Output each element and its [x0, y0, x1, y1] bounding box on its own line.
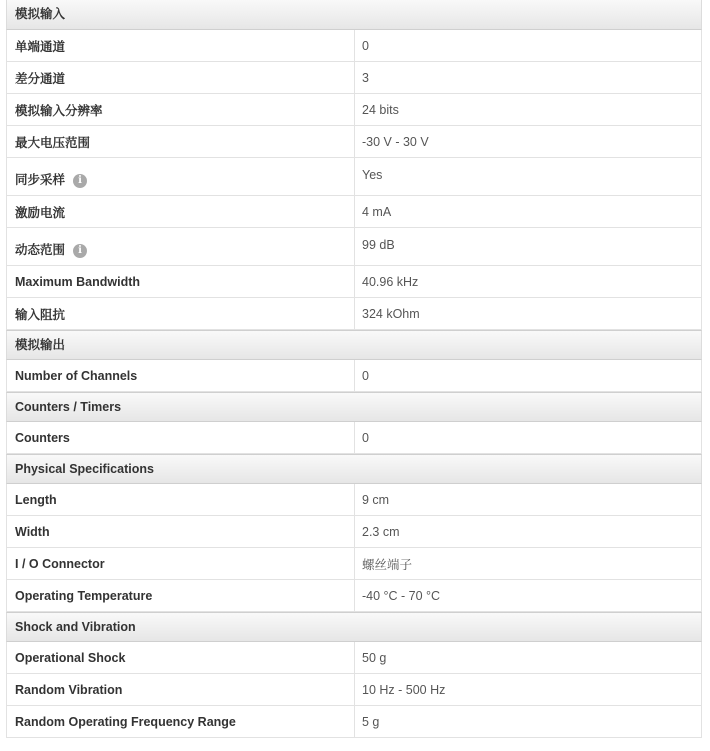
- spec-value: 24 bits: [362, 102, 399, 117]
- spec-label: Number of Channels: [7, 360, 355, 391]
- spec-row-operating-temperature: [6, 580, 702, 612]
- spec-row-simultaneous-sampling: [6, 158, 702, 196]
- spec-value: 0: [362, 368, 369, 383]
- section-header-shock-and-vibration: [6, 612, 702, 642]
- spec-label: Operational Shock: [7, 642, 355, 673]
- spec-label: I / O Connector: [7, 548, 355, 579]
- spec-label: 输入阻抗: [7, 298, 355, 329]
- spec-value: 螺丝端子: [362, 557, 413, 572]
- spec-value: 10 Hz - 500 Hz: [362, 682, 446, 697]
- spec-row-operational-shock: [6, 642, 702, 674]
- spec-value: -30 V - 30 V: [362, 134, 429, 149]
- spec-label: Counters: [7, 422, 355, 453]
- spec-value: 40.96 kHz: [362, 274, 419, 289]
- spec-value: 4 mA: [362, 204, 392, 219]
- spec-value: 0: [362, 430, 369, 445]
- spec-value: Yes: [362, 168, 383, 182]
- spec-label: 激励电流: [7, 196, 355, 227]
- spec-row-max-bandwidth: [6, 266, 702, 298]
- spec-label: 单端通道: [7, 30, 355, 61]
- section-header-analog-input: [6, 0, 702, 30]
- spec-row-max-voltage-range: [6, 126, 702, 158]
- spec-value: 99 dB: [362, 238, 395, 252]
- spec-label: Random Operating Frequency Range: [7, 706, 355, 737]
- info-icon[interactable]: i: [73, 174, 87, 188]
- spec-value: -40 °C - 70 °C: [362, 588, 441, 603]
- spec-row-io-connector: [6, 548, 702, 580]
- section-title: 模拟输入: [15, 7, 66, 21]
- spec-row-random-operating-frequency-range: [6, 706, 702, 738]
- section-title: Shock and Vibration: [15, 620, 136, 634]
- spec-label: Maximum Bandwidth: [7, 266, 355, 297]
- spec-row-dynamic-range: [6, 228, 702, 266]
- spec-value: 2.3 cm: [362, 524, 400, 539]
- spec-label: Operating Temperature: [7, 580, 355, 611]
- spec-row-single-ended-channels: [6, 30, 702, 62]
- spec-row-counters: [6, 422, 702, 454]
- spec-row-random-vibration: [6, 674, 702, 706]
- spec-label: 最大电压范围: [7, 126, 355, 157]
- section-header-physical-specifications: [6, 454, 702, 484]
- spec-label: Length: [7, 484, 355, 515]
- section-header-counters-timers: [6, 392, 702, 422]
- spec-table: [6, 0, 702, 738]
- spec-row-number-of-channels: [6, 360, 702, 392]
- spec-row-excitation-current: [6, 196, 702, 228]
- spec-label: Random Vibration: [7, 674, 355, 705]
- spec-label: 同步采样: [15, 173, 66, 187]
- spec-label-cell: [7, 158, 355, 195]
- spec-label: 差分通道: [7, 62, 355, 93]
- spec-value: 5 g: [362, 714, 380, 729]
- spec-row-length: [6, 484, 702, 516]
- section-header-analog-output: [6, 330, 702, 360]
- section-title: Counters / Timers: [15, 400, 122, 414]
- spec-value: 0: [362, 38, 369, 53]
- spec-row-differential-channels: [6, 62, 702, 94]
- spec-label: 模拟输入分辨率: [7, 94, 355, 125]
- spec-row-input-resolution: [6, 94, 702, 126]
- spec-label-cell: [7, 228, 355, 265]
- spec-value: 50 g: [362, 650, 387, 665]
- spec-label: Width: [7, 516, 355, 547]
- section-title: Physical Specifications: [15, 462, 154, 476]
- spec-value: 324 kOhm: [362, 306, 420, 321]
- spec-row-width: [6, 516, 702, 548]
- section-title: 模拟输出: [15, 338, 66, 352]
- spec-value: 3: [362, 70, 369, 85]
- spec-row-input-impedance: [6, 298, 702, 330]
- spec-value: 9 cm: [362, 492, 390, 507]
- spec-label: 动态范围: [15, 243, 66, 257]
- info-icon[interactable]: i: [73, 244, 87, 258]
